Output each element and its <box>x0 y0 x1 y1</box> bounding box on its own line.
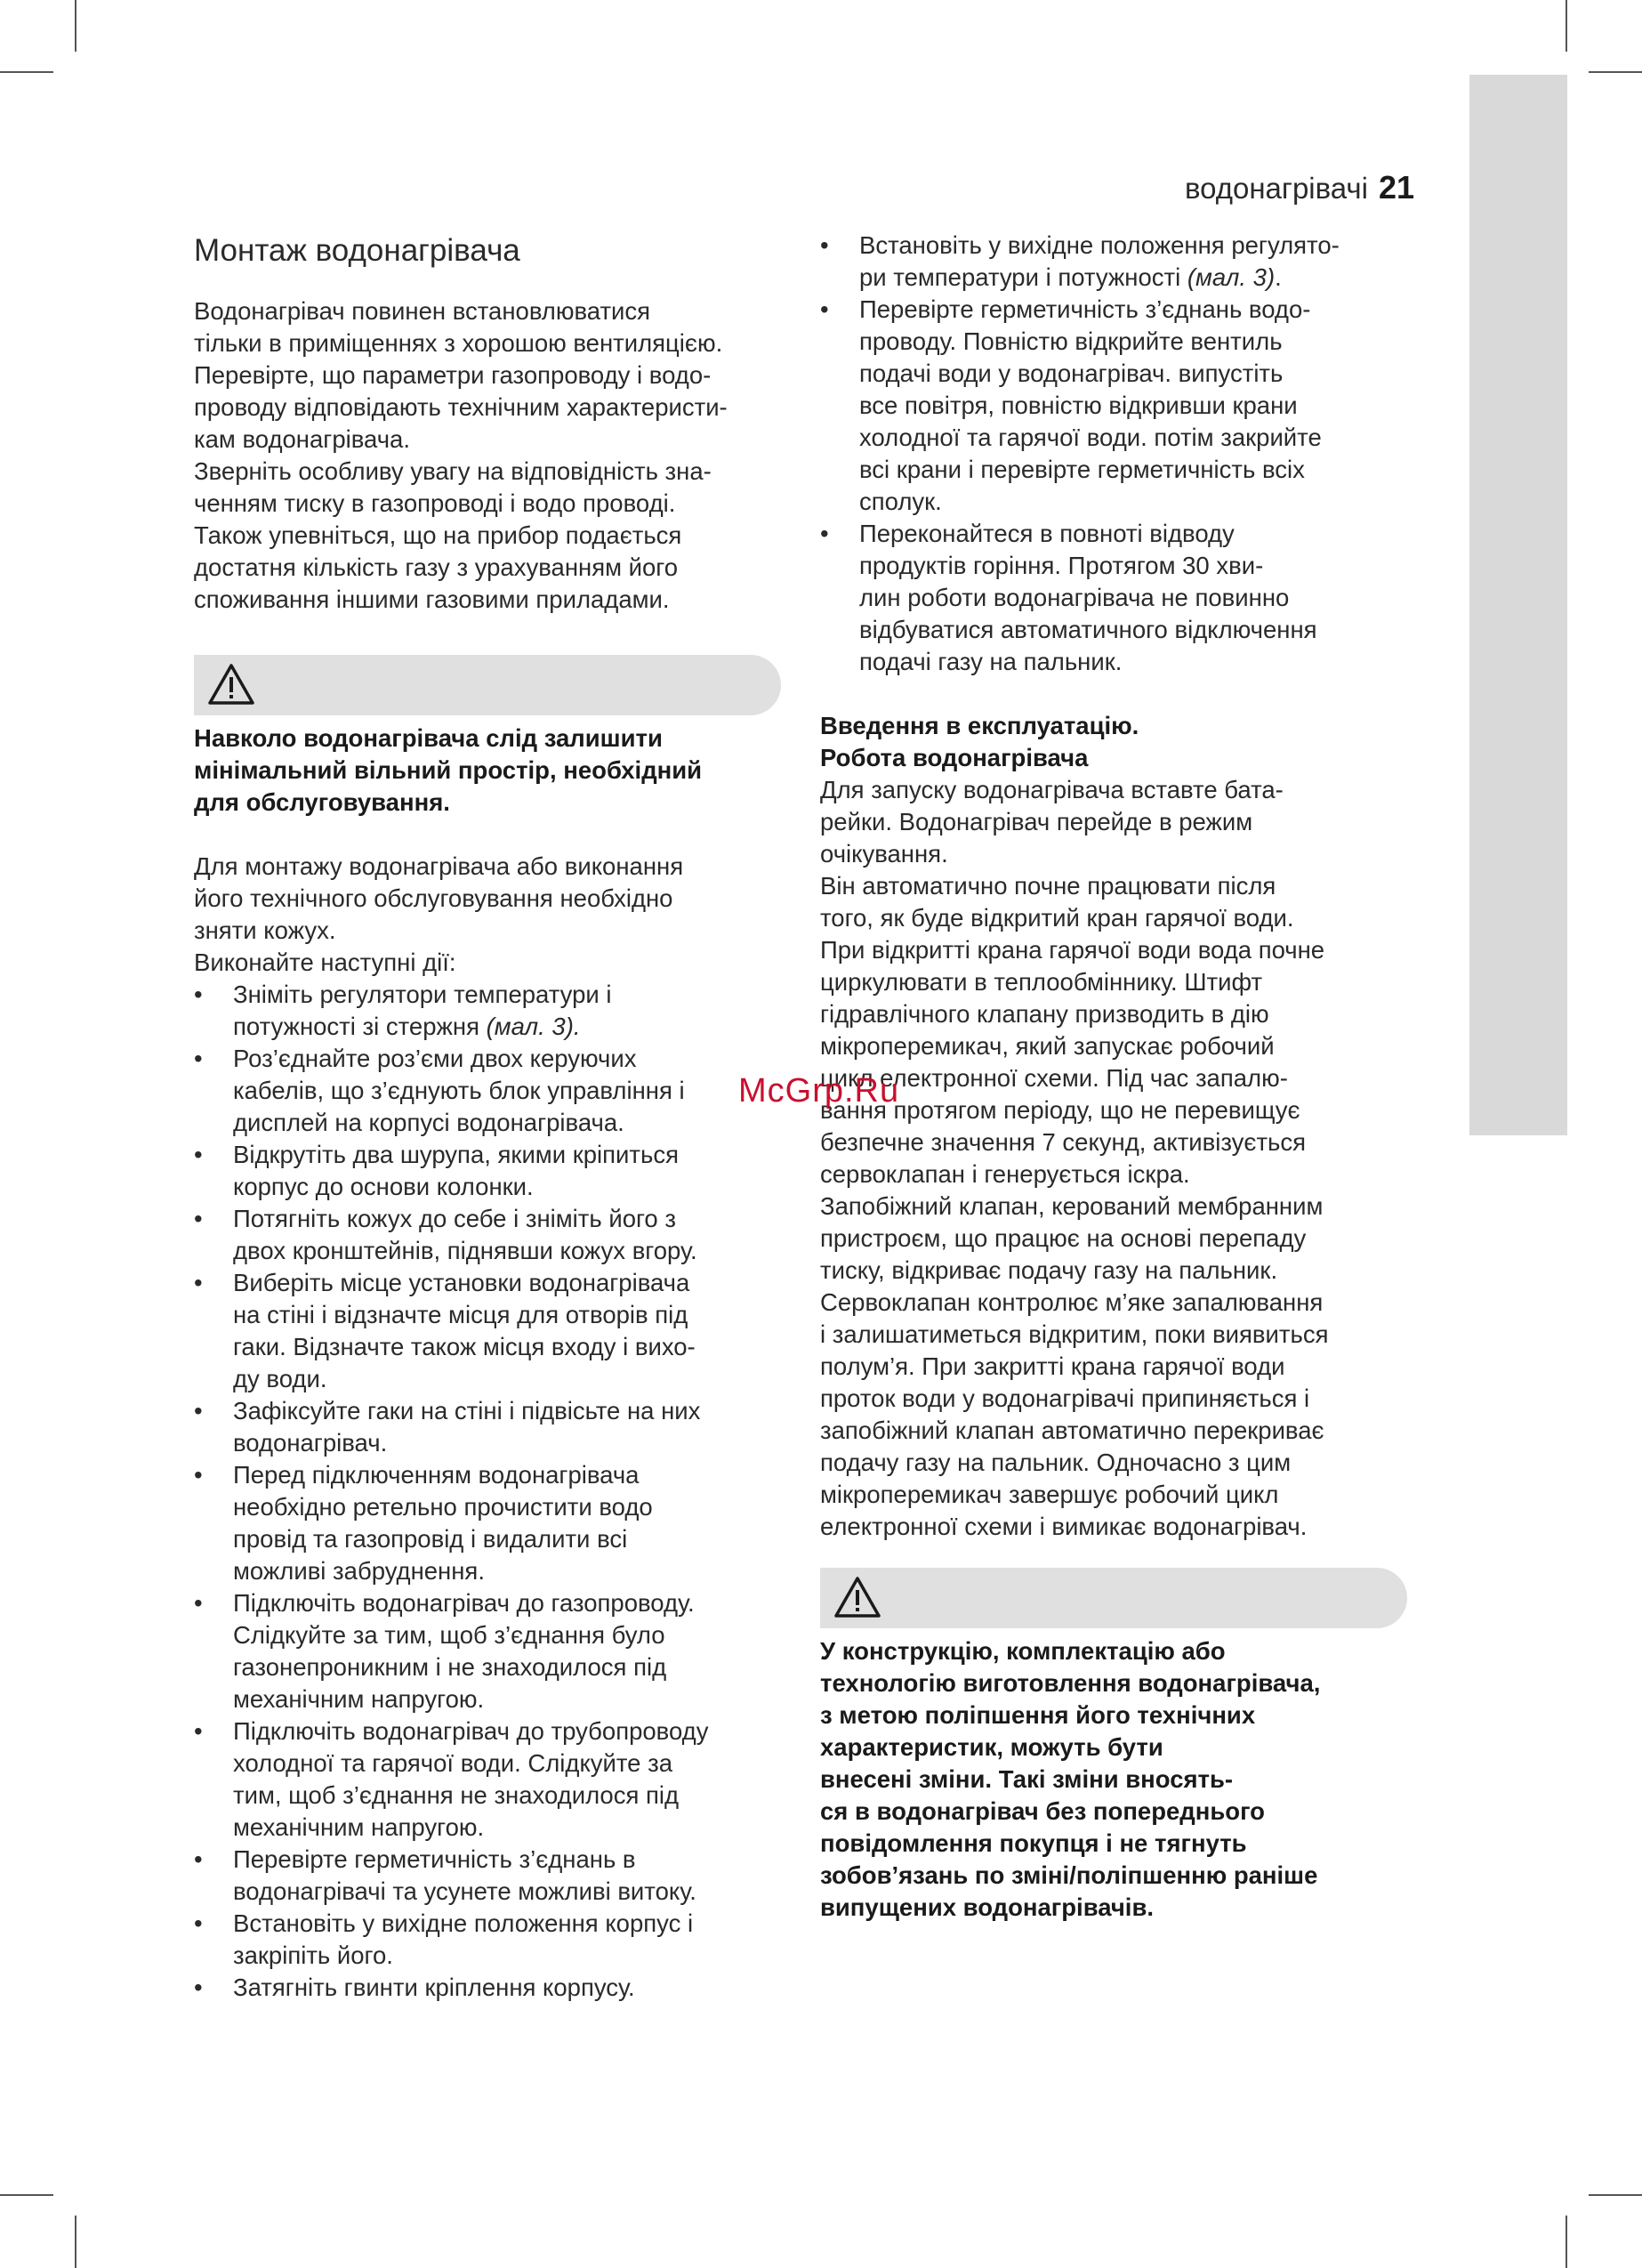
text-line: мікроперемикач, який запускає робочий <box>820 1032 1275 1060</box>
warning-text <box>194 722 781 819</box>
text-line: Водонагрівач повинен встановлюватися <box>194 297 651 325</box>
text-line: випущених водонагрівачів. <box>820 1893 1154 1921</box>
text-line: водонагрівачі та усунете можливі витоку. <box>233 1877 696 1905</box>
section-tab <box>1469 75 1567 1135</box>
text-line: тиску, відкриває подачу газу на пальник. <box>820 1256 1278 1284</box>
text-line: Для монтажу водонагрівача або виконання <box>194 852 684 880</box>
section-title: Монтаж водонагрівача <box>194 233 520 268</box>
text-line: Навколо водонагрівача слід залишити <box>194 724 663 752</box>
operation-paragraph <box>820 774 1407 1543</box>
warning-icon <box>206 662 256 706</box>
text-line: подачі води у водонагрівач. випустіть <box>859 359 1284 387</box>
warning-bar-2 <box>820 1568 1407 1628</box>
text-line: продуктів горіння. Протягом 30 хви- <box>859 552 1264 579</box>
text-line: характеристик, можуть бути <box>820 1733 1163 1761</box>
text-line: • Виберіть місце установки водонагрівача <box>233 1269 690 1296</box>
text-line: зобов’язань по зміні/поліпшенню раніше <box>820 1861 1318 1889</box>
list-item <box>194 1844 781 1908</box>
text-line: закріпіть його. <box>233 1941 393 1969</box>
text-line: • Відкрутіть два шурупа, якими кріпиться <box>233 1141 679 1168</box>
list-item <box>194 1139 781 1203</box>
text-line: Введення в експлуатацію. <box>820 712 1139 739</box>
list-item <box>194 1587 781 1715</box>
text-line: з метою поліпшення його технічних <box>820 1701 1256 1729</box>
text-line: рейки. Водонагрівач перейде в режим <box>820 808 1253 835</box>
crop-mark <box>1589 71 1642 73</box>
text-line: Виконайте наступні дії: <box>194 948 456 976</box>
list-item <box>194 979 781 1043</box>
text-line: його технічного обслуговування необхідно <box>194 884 673 912</box>
text-line: очікування. <box>820 840 948 868</box>
page-number: 21 <box>1378 169 1414 206</box>
left-column <box>194 231 781 2004</box>
text-line: проводу. Повністю відкрийте вентиль <box>859 327 1283 355</box>
text-line: все повітря, повністю відкривши крани <box>859 391 1298 419</box>
text-line: Перевірте, що параметри газопроводу і водо- <box>194 361 712 389</box>
text-line: подачу газу на пальник. Одночасно з цим <box>820 1449 1292 1476</box>
text-line: внесені зміни. Такі зміни вносять- <box>820 1765 1234 1793</box>
text-line: достатня кількість газу з урахуванням його <box>194 553 679 581</box>
crop-mark <box>1566 2216 1567 2268</box>
text-line: Робота водонагрівача <box>820 744 1089 771</box>
watermark: McGrp.Ru <box>738 1072 900 1110</box>
text-line: мікроперемикач завершує робочий цикл <box>820 1481 1279 1508</box>
text-line: • Потягніть кожух до себе і зніміть його з <box>233 1205 676 1232</box>
text-line: для обслуговування. <box>194 788 450 816</box>
text-line: безпечне значення 7 секунд, активізується <box>820 1128 1307 1156</box>
list-item <box>194 1972 781 2004</box>
text-line: ся в водонагрівач без попереднього <box>820 1797 1265 1825</box>
list-item <box>820 230 1407 294</box>
list-item <box>194 1203 781 1267</box>
text-line: Для запуску водонагрівача вставте бата- <box>820 776 1284 803</box>
text-line: ри температури і потужності (мал. 3). <box>859 263 1282 291</box>
figure-ref: (мал. 3). <box>486 1013 581 1040</box>
list-item <box>820 518 1407 678</box>
text-line: кам водонагрівача. <box>194 425 410 453</box>
text-line: • Затягніть гвинти кріплення корпусу. <box>233 1973 635 2001</box>
operation-heading <box>820 710 1407 774</box>
text-line: цикл електронної схеми. Під час запалю- <box>820 1064 1288 1092</box>
text-line: механічним напругою. <box>233 1685 485 1713</box>
text-line: подачі газу на пальник. <box>859 648 1123 675</box>
text-line: споживання іншими газовими приладами. <box>194 585 670 613</box>
text-line: дисплей на корпусі водонагрівача. <box>233 1109 624 1136</box>
text-line: У конструкцію, комплектацію або <box>820 1637 1226 1665</box>
text-line: гідравлічного клапану призводить в дію <box>820 1000 1269 1028</box>
mount-paragraph <box>194 851 781 979</box>
text-line: ду води. <box>233 1365 327 1392</box>
text-line: водонагрівач. <box>233 1429 388 1457</box>
text-line: зняти кожух. <box>194 916 336 944</box>
text-line: мінімальний вільний простір, необхідний <box>194 756 703 784</box>
warning-icon <box>833 1575 882 1619</box>
text-line: всі крани і перевірте герметичність всіх <box>859 456 1305 483</box>
text-line: • Зафіксуйте гаки на стіні і підвісьте на них <box>233 1397 701 1425</box>
text-line: проводу відповідають технічним характеристи- <box>194 393 728 421</box>
text-line: технологію виготовлення водонагрівача, <box>820 1669 1321 1697</box>
text-line: повідомлення покупця і не тягнуть <box>820 1829 1247 1857</box>
list-item <box>194 1715 781 1844</box>
text-line: • Встановіть у вихідне положення корпус і <box>233 1909 694 1937</box>
crop-mark <box>75 0 76 52</box>
text-line: необхідно ретельно прочистити водо <box>233 1493 653 1521</box>
crop-mark <box>1566 0 1567 52</box>
text-line: • Перед підключенням водонагрівача <box>233 1461 640 1489</box>
text-line: • Встановіть у вихідне положення регулято- <box>859 231 1340 259</box>
text-line: холодної та гарячої води. Слідкуйте за <box>233 1749 673 1777</box>
text-line: ченням тиску в газопроводі і водо проводі. <box>194 489 676 517</box>
text-line: холодної та гарячої води. потім закрийте <box>859 424 1322 451</box>
text-line: циркулювати в теплообміннику. Штифт <box>820 968 1263 996</box>
mount-steps-list <box>194 979 781 2004</box>
text-line: Зверніть особливу увагу на відповідність зна- <box>194 457 712 485</box>
warning-bar <box>194 655 781 715</box>
warning-text-2 <box>820 1635 1407 1924</box>
list-item <box>820 294 1407 518</box>
text-line: тим, щоб з’єднання не знаходилося під <box>233 1781 680 1809</box>
text-line: Запобіжний клапан, керований мембранним <box>820 1192 1324 1220</box>
text-line: механічним напругою. <box>233 1813 485 1841</box>
page-header <box>978 169 1414 206</box>
text-line: Сервоклапан контролює м’яке запалювання <box>820 1288 1324 1316</box>
right-column <box>820 230 1407 1924</box>
text-line: • Перевірте герметичність з’єднань водо- <box>859 295 1311 323</box>
text-line: Також упевніться, що на прибор подається <box>194 521 682 549</box>
text-line: двох кронштейнів, піднявши кожух вгору. <box>233 1237 697 1264</box>
crop-mark <box>1589 2194 1642 2196</box>
text-line: • Підключіть водонагрівач до газопроводу. <box>233 1589 695 1617</box>
text-line: тільки в приміщеннях з хорошою вентиляцією. <box>194 329 723 357</box>
text-line: вання протягом періоду, що не перевищує <box>820 1096 1300 1124</box>
text-line: проток води у водонагрівачі припиняється і <box>820 1384 1310 1412</box>
text-line: електронної схеми і вимикає водонагрівач. <box>820 1513 1308 1540</box>
check-steps-list <box>820 230 1407 678</box>
text-line: газонепроникним і не знаходилося під <box>233 1653 667 1681</box>
text-line: того, як буде відкритий кран гарячої води. <box>820 904 1294 932</box>
text-line: • Зніміть регулятори температури і <box>233 981 612 1008</box>
list-item <box>194 1043 781 1139</box>
text-line: Слідкуйте за тим, щоб з’єднання було <box>233 1621 665 1649</box>
text-line: • Переконайтеся в повноті відводу <box>859 520 1235 547</box>
list-item <box>194 1267 781 1395</box>
text-line: потужності зі стержня (мал. 3). <box>233 1013 581 1040</box>
crop-mark <box>0 71 53 73</box>
text-line: на стіні і відзначте місця для отворів під <box>233 1301 688 1328</box>
crop-mark <box>0 2194 53 2196</box>
figure-ref: (мал. 3) <box>1187 263 1276 291</box>
intro-paragraph <box>194 295 781 616</box>
list-item <box>194 1908 781 1972</box>
text-line: лин роботи водонагрівача не повинно <box>859 584 1290 611</box>
list-item <box>194 1395 781 1459</box>
crop-mark <box>75 2216 76 2268</box>
text-line: • Підключіть водонагрівач до трубопроводу <box>233 1717 709 1745</box>
text-line: провід та газопровід і видалити всі <box>233 1525 628 1553</box>
text-line: полум’я. При закритті крана гарячої води <box>820 1352 1285 1380</box>
text-line: відбуватися автоматичного відключення <box>859 616 1317 643</box>
text-line: можливі забруднення. <box>233 1557 485 1585</box>
text-line: і залишатиметься відкритим, поки виявиться <box>820 1320 1329 1348</box>
section-label: водонагрівачі <box>1184 172 1368 205</box>
text-line: • Перевірте герметичність з’єднань в <box>233 1845 636 1873</box>
text-line: При відкритті крана гарячої води вода почне <box>820 936 1325 964</box>
text-line: Він автоматично почне працювати після <box>820 872 1276 900</box>
text-line: сполук. <box>859 488 942 515</box>
text-line: • Роз’єднайте роз’єми двох керуючих <box>233 1045 637 1072</box>
text-line: запобіжний клапан автоматично перекриває <box>820 1416 1324 1444</box>
text-line: пристроєм, що працює на основі перепаду <box>820 1224 1307 1252</box>
text-line: корпус до основи колонки. <box>233 1173 534 1200</box>
text-line: кабелів, що з’єднують блок управління і <box>233 1077 685 1104</box>
list-item <box>194 1459 781 1587</box>
text-line: гаки. Відзначте також місця входу і вихо- <box>233 1333 696 1360</box>
text-line: сервоклапан і генерується іскра. <box>820 1160 1190 1188</box>
